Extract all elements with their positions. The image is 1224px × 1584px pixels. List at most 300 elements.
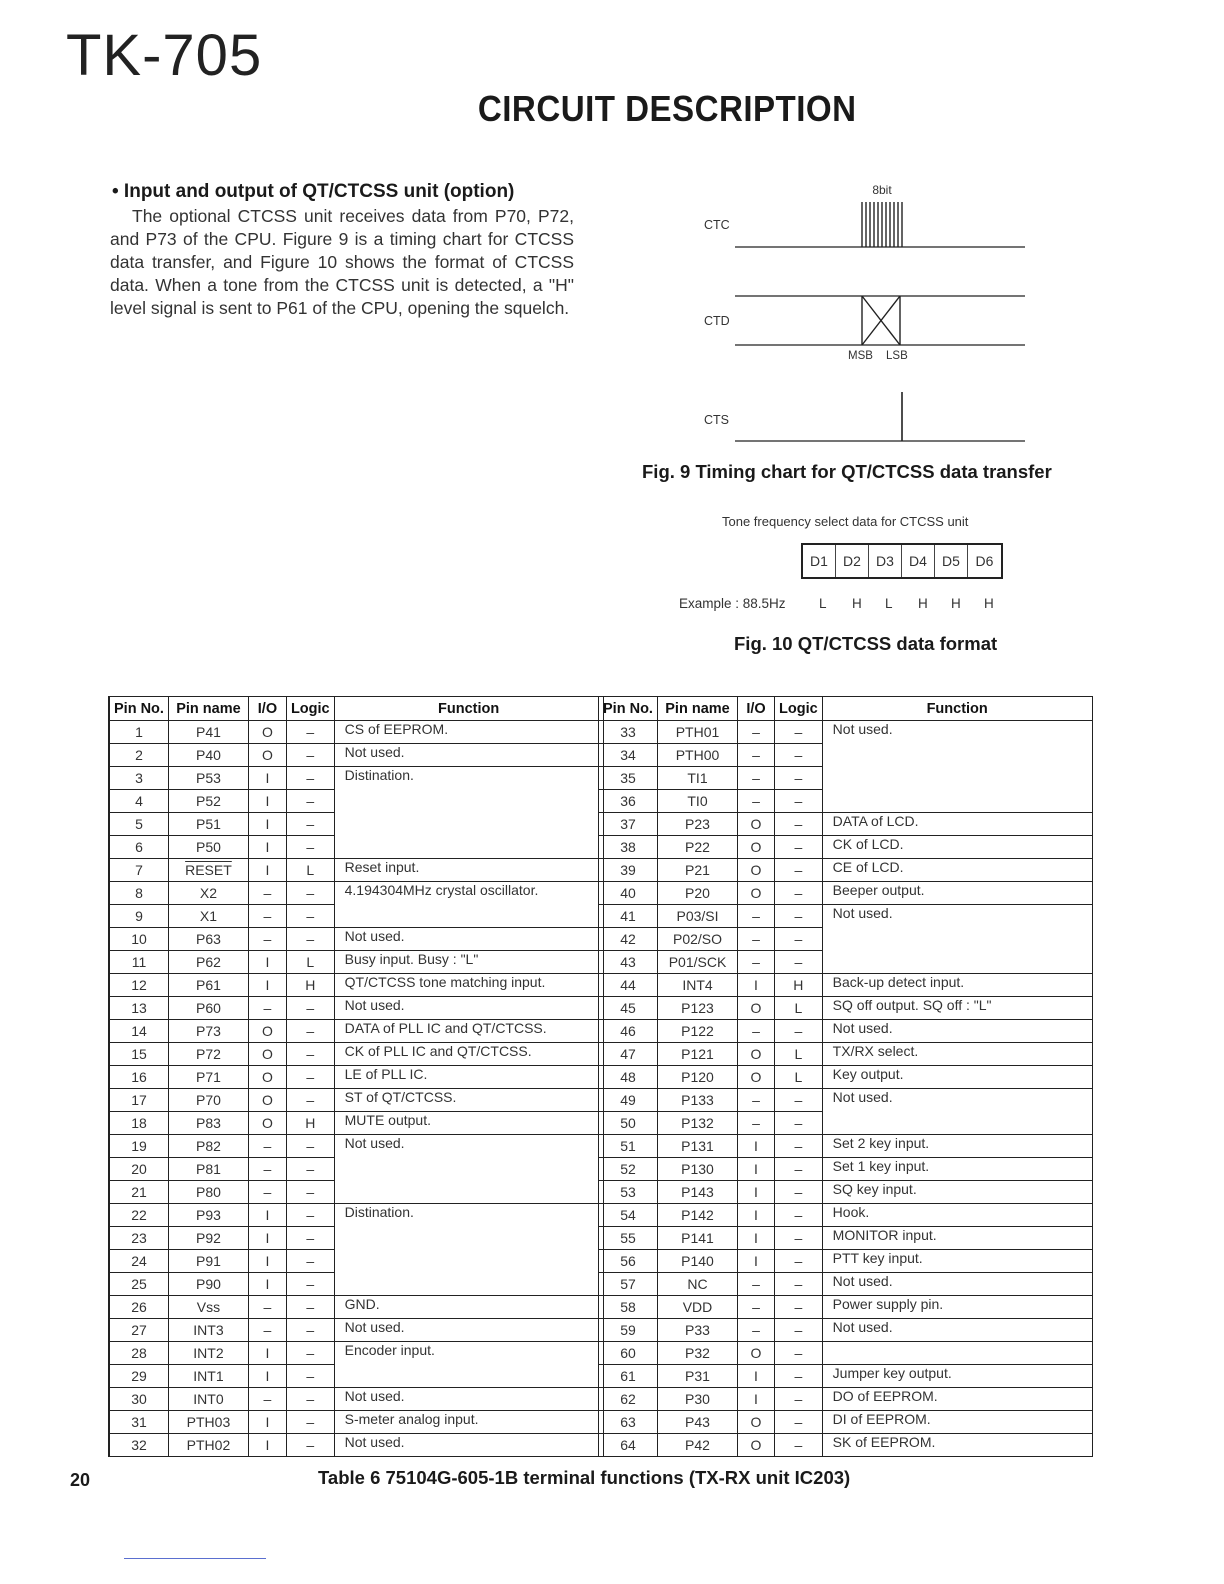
pin-no-cell: 6 <box>109 836 168 859</box>
table-row <box>599 721 1093 744</box>
pin-no-cell: 47 <box>599 1043 658 1066</box>
io-cell: O <box>738 997 775 1020</box>
table-row <box>599 836 1093 859</box>
function-cell: Not used. <box>822 1089 1092 1135</box>
pin-no-cell: 39 <box>599 859 658 882</box>
pin-no-cell: 50 <box>599 1112 658 1135</box>
pin-no-cell: 60 <box>599 1342 658 1365</box>
function-cell: LE of PLL IC. <box>334 1066 603 1089</box>
function-cell: Reset input. <box>334 859 603 882</box>
io-cell: I <box>738 1204 775 1227</box>
col-header-pin-name: Pin name <box>168 697 248 721</box>
io-cell: I <box>248 859 286 882</box>
function-cell: Not used. <box>822 1020 1092 1043</box>
io-cell: – <box>248 1296 286 1319</box>
table-row <box>109 767 603 790</box>
signal-label-ctd: CTD <box>704 314 730 328</box>
pin-name-cell: P40 <box>168 744 248 767</box>
logic-cell: – <box>775 1365 823 1388</box>
pin-no-cell: 22 <box>109 1204 168 1227</box>
io-cell: O <box>248 744 286 767</box>
logic-cell: – <box>775 1020 823 1043</box>
fig10-caption: Fig. 10 QT/CTCSS data format <box>734 633 998 654</box>
data-format-bits <box>801 543 1003 579</box>
function-cell: ST of QT/CTCSS. <box>334 1089 603 1112</box>
pin-no-cell: 35 <box>599 767 658 790</box>
pin-name-cell: P31 <box>658 1365 738 1388</box>
pin-name-cell: P42 <box>658 1434 738 1457</box>
io-cell: I <box>738 1250 775 1273</box>
logic-cell: – <box>286 1296 334 1319</box>
pin-name-cell: P20 <box>658 882 738 905</box>
pin-name-cell: P70 <box>168 1089 248 1112</box>
io-cell: I <box>248 1365 286 1388</box>
pin-table-right <box>598 696 1093 1457</box>
io-cell: O <box>738 1411 775 1434</box>
pin-no-cell: 17 <box>109 1089 168 1112</box>
table-row <box>109 1043 603 1066</box>
pin-no-cell: 43 <box>599 951 658 974</box>
pin-no-cell: 32 <box>109 1434 168 1457</box>
logic-cell: – <box>286 1066 334 1089</box>
pin-name-cell: RESET <box>168 859 248 882</box>
pin-no-cell: 20 <box>109 1158 168 1181</box>
pin-no-cell: 33 <box>599 721 658 744</box>
io-cell: – <box>738 744 775 767</box>
io-cell: – <box>248 1158 286 1181</box>
io-cell: – <box>738 790 775 813</box>
logic-cell: – <box>286 1273 334 1296</box>
table-row <box>599 1158 1093 1181</box>
pin-no-cell: 29 <box>109 1365 168 1388</box>
bit-cell: D3 <box>869 545 902 577</box>
function-cell: SK of EEPROM. <box>822 1434 1092 1457</box>
pin-name-cell: P73 <box>168 1020 248 1043</box>
pin-no-cell: 30 <box>109 1388 168 1411</box>
io-cell: O <box>738 1434 775 1457</box>
function-cell: Not used. <box>334 1434 603 1457</box>
pin-name-cell: P51 <box>168 813 248 836</box>
io-cell: – <box>738 1319 775 1342</box>
pin-name-cell: Vss <box>168 1296 248 1319</box>
logic-cell: – <box>286 882 334 905</box>
io-cell: – <box>248 1135 286 1158</box>
pin-name-cell: P43 <box>658 1411 738 1434</box>
bit-cell: D5 <box>935 545 968 577</box>
fig9-caption: Fig. 9 Timing chart for QT/CTCSS data transfer <box>642 461 1052 482</box>
logic-cell: L <box>775 997 823 1020</box>
io-cell: I <box>738 1227 775 1250</box>
table-row <box>109 1342 603 1365</box>
timing-chart-figure <box>690 178 1030 448</box>
function-cell: CE of LCD. <box>822 859 1092 882</box>
pin-name-cell: VDD <box>658 1296 738 1319</box>
logic-cell: – <box>286 1089 334 1112</box>
table-header-row <box>109 697 603 721</box>
pin-no-cell: 63 <box>599 1411 658 1434</box>
table-row <box>599 859 1093 882</box>
table-row <box>599 882 1093 905</box>
logic-cell: – <box>286 1250 334 1273</box>
logic-cell: – <box>775 1273 823 1296</box>
io-cell: I <box>738 974 775 997</box>
pin-no-cell: 38 <box>599 836 658 859</box>
pin-name-cell: P83 <box>168 1112 248 1135</box>
signal-label-ctc: CTC <box>704 218 730 232</box>
msb-label: MSB <box>848 350 873 362</box>
pin-name-cell: P30 <box>658 1388 738 1411</box>
function-cell: CK of LCD. <box>822 836 1092 859</box>
pin-no-cell: 34 <box>599 744 658 767</box>
table-row <box>109 744 603 767</box>
example-value: L <box>819 596 827 611</box>
io-cell: O <box>738 813 775 836</box>
table-row <box>109 1434 603 1457</box>
io-cell: – <box>738 721 775 744</box>
table-row <box>109 974 603 997</box>
pin-no-cell: 55 <box>599 1227 658 1250</box>
pin-table-left <box>108 696 604 1457</box>
logic-cell: – <box>775 1296 823 1319</box>
logic-cell: – <box>775 1227 823 1250</box>
logic-cell: – <box>286 744 334 767</box>
pin-no-cell: 26 <box>109 1296 168 1319</box>
pin-name-cell: P53 <box>168 767 248 790</box>
pin-no-cell: 10 <box>109 928 168 951</box>
logic-cell: – <box>286 721 334 744</box>
pin-name-cell: P50 <box>168 836 248 859</box>
table-row <box>599 974 1093 997</box>
section-body: The optional CTCSS unit receives data from P70, P72, and P73 of the CPU. Figure 9 is a timing chart for CTCSS data transfer, and Figure 10 shows the format of CTCSS data. When a tone from the CTCSS unit is detected, a "H" level signal is sent to P61 of the CPU, opening the squelch. <box>110 206 574 318</box>
fig10-subtitle: Tone frequency select data for CTCSS unit <box>722 514 969 529</box>
pin-no-cell: 1 <box>109 721 168 744</box>
logic-cell: H <box>775 974 823 997</box>
pin-name-cell: P02/SO <box>658 928 738 951</box>
logic-cell: – <box>286 905 334 928</box>
pin-no-cell: 42 <box>599 928 658 951</box>
function-cell: Encoder input. <box>334 1342 603 1388</box>
table-row <box>599 1296 1093 1319</box>
pin-name-cell: P140 <box>658 1250 738 1273</box>
logic-cell: – <box>775 1250 823 1273</box>
function-cell: Set 1 key input. <box>822 1158 1092 1181</box>
logic-cell: – <box>286 1434 334 1457</box>
function-cell: MONITOR input. <box>822 1227 1092 1250</box>
table-row <box>599 1043 1093 1066</box>
io-cell: I <box>248 767 286 790</box>
function-cell: Not used. <box>334 744 603 767</box>
io-cell: – <box>738 1296 775 1319</box>
pin-name-cell: P131 <box>658 1135 738 1158</box>
pin-name-cell: PTH01 <box>658 721 738 744</box>
pin-no-cell: 57 <box>599 1273 658 1296</box>
io-cell: I <box>248 1204 286 1227</box>
table-row <box>109 882 603 905</box>
pin-no-cell: 27 <box>109 1319 168 1342</box>
io-cell: – <box>248 997 286 1020</box>
io-cell: – <box>248 905 286 928</box>
table-row <box>109 1112 603 1135</box>
io-cell: I <box>248 1434 286 1457</box>
io-cell: O <box>248 1089 286 1112</box>
pin-name-cell: P132 <box>658 1112 738 1135</box>
pin-name-cell: P23 <box>658 813 738 836</box>
function-cell: MUTE output. <box>334 1112 603 1135</box>
io-cell: I <box>738 1365 775 1388</box>
io-cell: I <box>248 1227 286 1250</box>
io-cell: O <box>248 1112 286 1135</box>
io-cell: I <box>248 974 286 997</box>
pin-name-cell: X2 <box>168 882 248 905</box>
pin-no-cell: 11 <box>109 951 168 974</box>
pin-name-cell: PTH03 <box>168 1411 248 1434</box>
logic-cell: – <box>775 1342 823 1365</box>
function-cell: Not used. <box>334 928 603 951</box>
logic-cell: – <box>775 1204 823 1227</box>
logic-cell: – <box>286 1388 334 1411</box>
pin-name-cell: P122 <box>658 1020 738 1043</box>
io-cell: – <box>738 951 775 974</box>
io-cell: I <box>248 1411 286 1434</box>
table-row <box>599 1319 1093 1342</box>
pin-no-cell: 8 <box>109 882 168 905</box>
table-row <box>599 1388 1093 1411</box>
function-cell: Back-up detect input. <box>822 974 1092 997</box>
logic-cell: – <box>775 813 823 836</box>
logic-cell: – <box>286 1043 334 1066</box>
io-cell: I <box>248 1273 286 1296</box>
logic-cell: – <box>286 1227 334 1250</box>
pin-no-cell: 56 <box>599 1250 658 1273</box>
pin-no-cell: 58 <box>599 1296 658 1319</box>
pin-name-cell: P91 <box>168 1250 248 1273</box>
logic-cell: – <box>286 1135 334 1158</box>
function-cell: 4.194304MHz crystal oscillator. <box>334 882 603 928</box>
pin-table-left-body <box>109 721 603 1457</box>
pin-no-cell: 59 <box>599 1319 658 1342</box>
pin-no-cell: 9 <box>109 905 168 928</box>
pin-no-cell: 24 <box>109 1250 168 1273</box>
pin-name-cell: INT3 <box>168 1319 248 1342</box>
pin-name-cell: P143 <box>658 1181 738 1204</box>
pin-no-cell: 41 <box>599 905 658 928</box>
function-cell: DI of EEPROM. <box>822 1411 1092 1434</box>
table-row <box>599 1020 1093 1043</box>
logic-cell: – <box>775 951 823 974</box>
col-header-logic: Logic <box>286 697 334 721</box>
io-cell: I <box>248 813 286 836</box>
function-cell: DO of EEPROM. <box>822 1388 1092 1411</box>
logic-cell: – <box>286 790 334 813</box>
io-cell: I <box>248 1250 286 1273</box>
table-row <box>599 997 1093 1020</box>
io-cell: – <box>738 1112 775 1135</box>
io-cell: O <box>248 1043 286 1066</box>
pin-no-cell: 4 <box>109 790 168 813</box>
logic-cell: – <box>775 1089 823 1112</box>
bit-cell: D6 <box>975 553 994 569</box>
io-cell: – <box>738 928 775 951</box>
logic-cell: H <box>286 1112 334 1135</box>
logic-cell: – <box>775 882 823 905</box>
table-row <box>109 997 603 1020</box>
logic-cell: H <box>286 974 334 997</box>
table-row <box>599 1411 1093 1434</box>
logic-cell: – <box>775 1411 823 1434</box>
pin-no-cell: 45 <box>599 997 658 1020</box>
logic-cell: – <box>775 1319 823 1342</box>
pin-no-cell: 48 <box>599 1066 658 1089</box>
logic-cell: – <box>286 1319 334 1342</box>
io-cell: – <box>738 905 775 928</box>
function-cell: Hook. <box>822 1204 1092 1227</box>
model-title: TK-705 <box>66 23 263 88</box>
function-cell: SQ off output. SQ off : "L" <box>822 997 1092 1020</box>
io-cell: I <box>248 1342 286 1365</box>
lsb-label: LSB <box>886 350 908 362</box>
pin-no-cell: 19 <box>109 1135 168 1158</box>
pin-name-cell: P90 <box>168 1273 248 1296</box>
logic-cell: – <box>775 1388 823 1411</box>
pin-name-cell: P41 <box>168 721 248 744</box>
function-cell: DATA of PLL IC and QT/CTCSS. <box>334 1020 603 1043</box>
pin-no-cell: 25 <box>109 1273 168 1296</box>
table-row <box>599 1273 1093 1296</box>
table-row <box>109 1319 603 1342</box>
table-row <box>599 1135 1093 1158</box>
pin-name-cell: P81 <box>168 1158 248 1181</box>
example-value: H <box>984 596 994 611</box>
pin-no-cell: 53 <box>599 1181 658 1204</box>
function-cell: QT/CTCSS tone matching input. <box>334 974 603 997</box>
table-header-row <box>599 697 1093 721</box>
col-header-io: I/O <box>738 697 775 721</box>
logic-cell: – <box>775 767 823 790</box>
table-row <box>599 1204 1093 1227</box>
pin-name-cell: TI1 <box>658 767 738 790</box>
function-cell: Distination. <box>334 767 603 859</box>
function-cell: DATA of LCD. <box>822 813 1092 836</box>
col-header-io: I/O <box>248 697 286 721</box>
table-row <box>599 1089 1093 1112</box>
pin-name-cell: P32 <box>658 1342 738 1365</box>
pin-no-cell: 44 <box>599 974 658 997</box>
label-8bit: 8bit <box>872 183 892 197</box>
logic-cell: – <box>286 1411 334 1434</box>
pin-name-cell: P61 <box>168 974 248 997</box>
pin-name-cell: P22 <box>658 836 738 859</box>
pin-no-cell: 37 <box>599 813 658 836</box>
function-cell <box>822 1342 1092 1365</box>
example-value: H <box>918 596 928 611</box>
io-cell: I <box>248 836 286 859</box>
io-cell: – <box>248 928 286 951</box>
example-value: H <box>951 596 961 611</box>
function-cell: Not used. <box>822 905 1092 974</box>
pin-name-cell: P123 <box>658 997 738 1020</box>
pin-name-cell: P133 <box>658 1089 738 1112</box>
pin-no-cell: 40 <box>599 882 658 905</box>
logic-cell: – <box>775 1112 823 1135</box>
pin-name-cell: P142 <box>658 1204 738 1227</box>
logic-cell: – <box>775 1158 823 1181</box>
function-cell: Not used. <box>822 1319 1092 1342</box>
logic-cell: L <box>286 951 334 974</box>
io-cell: O <box>738 859 775 882</box>
pin-name-cell: P62 <box>168 951 248 974</box>
pin-name-cell: P71 <box>168 1066 248 1089</box>
table-row <box>599 1365 1093 1388</box>
pin-no-cell: 61 <box>599 1365 658 1388</box>
example-value: L <box>885 596 893 611</box>
col-header-pin-no: Pin No. <box>599 697 658 721</box>
function-cell: CK of PLL IC and QT/CTCSS. <box>334 1043 603 1066</box>
bit-cell: D4 <box>902 545 935 577</box>
pin-no-cell: 52 <box>599 1158 658 1181</box>
function-cell: TX/RX select. <box>822 1043 1092 1066</box>
logic-cell: – <box>286 813 334 836</box>
pin-no-cell: 14 <box>109 1020 168 1043</box>
io-cell: O <box>738 1043 775 1066</box>
function-cell: Beeper output. <box>822 882 1092 905</box>
table-row <box>109 1066 603 1089</box>
pin-no-cell: 16 <box>109 1066 168 1089</box>
pin-no-cell: 54 <box>599 1204 658 1227</box>
pin-name-cell: NC <box>658 1273 738 1296</box>
pin-no-cell: 13 <box>109 997 168 1020</box>
signal-label-cts: CTS <box>704 413 729 427</box>
table-row <box>109 721 603 744</box>
pin-no-cell: 23 <box>109 1227 168 1250</box>
logic-cell: – <box>775 721 823 744</box>
pin-no-cell: 36 <box>599 790 658 813</box>
logic-cell: – <box>286 1020 334 1043</box>
function-cell: Set 2 key input. <box>822 1135 1092 1158</box>
table-row <box>109 859 603 882</box>
io-cell: O <box>738 836 775 859</box>
table-row <box>109 1388 603 1411</box>
function-cell: GND. <box>334 1296 603 1319</box>
io-cell: – <box>248 882 286 905</box>
logic-cell: – <box>775 905 823 928</box>
pin-name-cell: P33 <box>658 1319 738 1342</box>
function-cell: Not used. <box>334 1388 603 1411</box>
function-cell: SQ key input. <box>822 1181 1092 1204</box>
ctd-data-window <box>862 296 900 345</box>
function-cell: Key output. <box>822 1066 1092 1089</box>
pin-name-cell: P92 <box>168 1227 248 1250</box>
io-cell: O <box>248 721 286 744</box>
pin-name-cell: INT2 <box>168 1342 248 1365</box>
io-cell: O <box>248 1020 286 1043</box>
table-caption: Table 6 75104G-605-1B terminal functions (TX-RX unit IC203) <box>318 1467 851 1488</box>
col-header-logic: Logic <box>775 697 823 721</box>
table-row <box>599 813 1093 836</box>
page-title <box>49 88 1175 130</box>
table-row <box>109 1204 603 1227</box>
function-cell: S-meter analog input. <box>334 1411 603 1434</box>
pin-name-cell: P82 <box>168 1135 248 1158</box>
logic-cell: L <box>775 1066 823 1089</box>
io-cell: O <box>248 1066 286 1089</box>
pin-name-cell: P60 <box>168 997 248 1020</box>
logic-cell: – <box>775 1135 823 1158</box>
function-cell: Not used. <box>334 1319 603 1342</box>
io-cell: – <box>248 1388 286 1411</box>
logic-cell: L <box>775 1043 823 1066</box>
logic-cell: – <box>286 767 334 790</box>
io-cell: – <box>738 1020 775 1043</box>
